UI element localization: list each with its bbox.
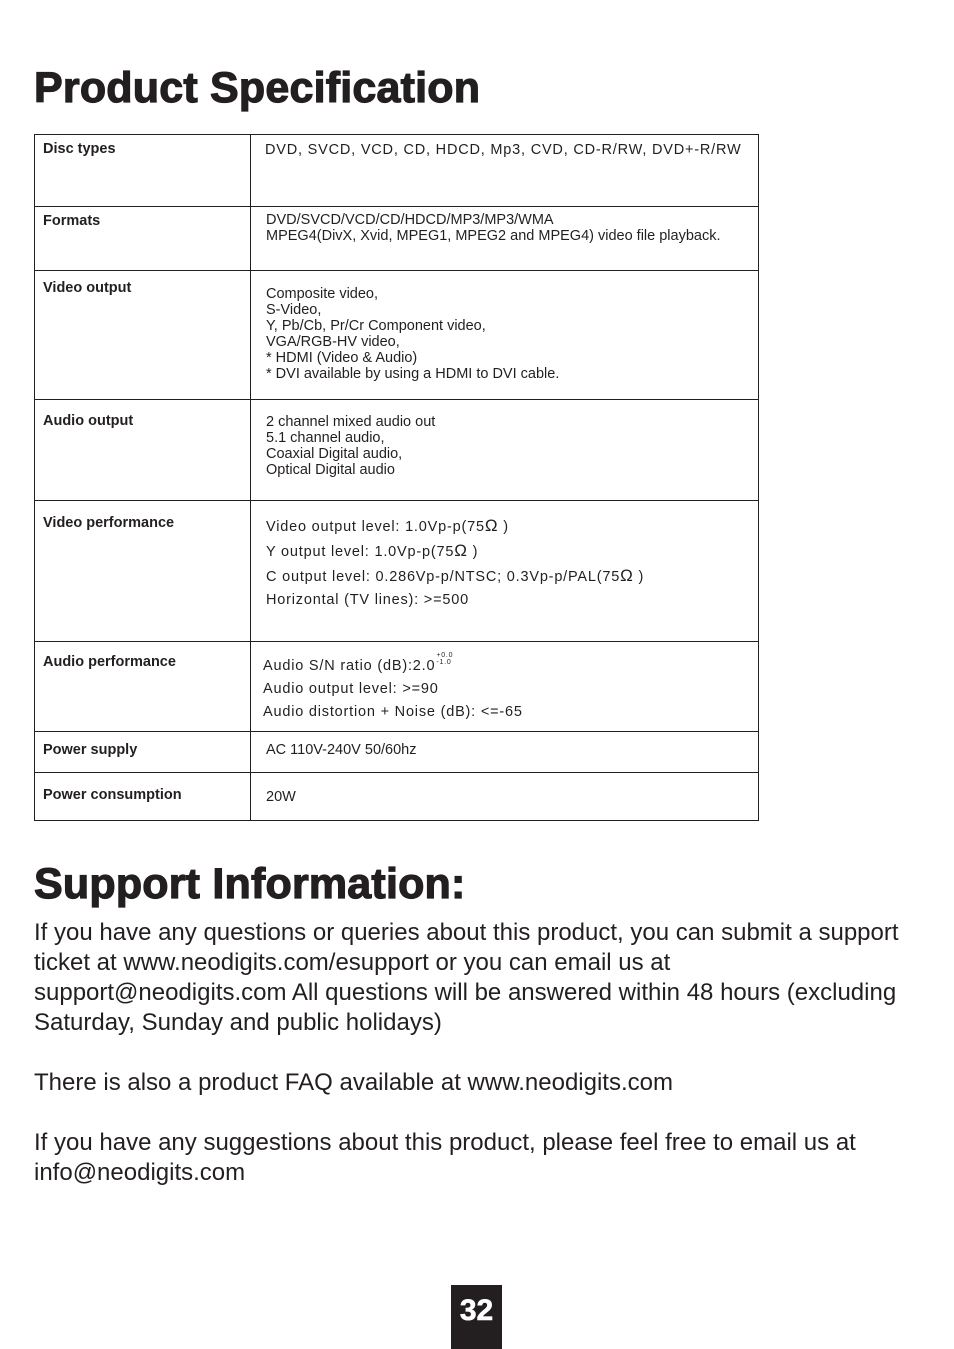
- spec-value-line: 2 channel mixed audio out: [266, 414, 436, 430]
- spec-label-text: Power supply: [43, 742, 138, 758]
- spec-value-line: [266, 539, 750, 564]
- close-paren: ): [638, 569, 645, 585]
- spec-value: [251, 271, 759, 400]
- tolerance-minus: -1.0: [436, 659, 452, 666]
- spec-value-line: MPEG4(DivX, Xvid, MPEG1, MPEG2 and MPEG4) video file playback.: [266, 228, 721, 244]
- spec-value: [251, 400, 759, 501]
- spec-row-video-output: [35, 271, 759, 400]
- spec-label-text: Formats: [43, 213, 101, 229]
- spec-value-line: [266, 514, 750, 539]
- spec-value: [251, 207, 759, 271]
- spec-label-text: Video performance: [43, 515, 175, 531]
- spec-value-line: AC 110V-240V 50/60hz: [266, 742, 417, 758]
- spec-value: [251, 732, 759, 773]
- spec-label: [35, 732, 251, 773]
- spec-value: [251, 135, 759, 207]
- spec-value-line: * HDMI (Video & Audio): [266, 350, 418, 366]
- spec-value-line: VGA/RGB-HV video,: [266, 334, 400, 350]
- close-paren: ): [472, 544, 479, 560]
- spec-value-line: Horizontal (TV lines): >=500: [266, 592, 469, 608]
- spec-row-audio-output: [35, 400, 759, 501]
- close-paren: ): [503, 519, 509, 535]
- spec-label-text: Video output: [43, 280, 132, 296]
- spec-row-formats: [35, 207, 759, 271]
- spec-value-text: Audio S/N ratio (dB):2.0: [263, 658, 436, 674]
- spec-label: [35, 207, 251, 271]
- spec-label-text: Audio performance: [43, 654, 176, 670]
- spec-row-disc-types: [35, 135, 759, 207]
- spec-label-text: Power consumption: [43, 787, 182, 803]
- spec-value-line: Composite video,: [266, 286, 379, 302]
- spec-row-power-supply: [35, 732, 759, 773]
- spec-value-line: Audio distortion + Noise (dB): <=-65: [263, 704, 523, 720]
- spec-value-line: DVD, SVCD, VCD, CD, HDCD, Mp3, CVD, CD-R/RW, DVD+-R/RW: [265, 142, 742, 158]
- spec-label: [35, 501, 251, 642]
- support-paragraph: If you have any questions or queries about this product, you can submit a support ticket at www.neodigits.com/esupport or you can email us at support@neodigits.com All questions will be answered within 48 hours (excluding Saturday, Sunday and public holidays): [34, 919, 899, 1036]
- spec-value-line: Coaxial Digital audio,: [266, 446, 403, 462]
- spec-row-video-performance: [35, 501, 759, 642]
- spec-value-line: DVD/SVCD/VCD/CD/HDCD/MP3/MP3/WMA: [266, 212, 554, 228]
- support-paragraph: If you have any suggestions about this product, please feel free to email us at info@neodigits.com: [34, 1129, 856, 1186]
- spec-label: [35, 642, 251, 732]
- tolerance-plus: +0.0: [436, 652, 454, 659]
- support-text: [34, 918, 924, 1188]
- page-title: Product Specification: [34, 64, 481, 112]
- spec-value-line: Y, Pb/Cb, Pr/Cr Component video,: [266, 318, 486, 334]
- spec-label-text: Disc types: [43, 141, 116, 157]
- spec-row-power-consumption: [35, 773, 759, 821]
- spec-value-line: * DVI available by using a HDMI to DVI cable.: [266, 366, 560, 382]
- spec-value-line: S-Video,: [266, 302, 322, 318]
- page-number: 32: [451, 1285, 502, 1349]
- spec-value-text: Y output level: 1.0Vp-p(75: [266, 544, 455, 560]
- spec-label: [35, 400, 251, 501]
- spec-value-line: Optical Digital audio: [266, 462, 395, 478]
- support-paragraph: There is also a product FAQ available at www.neodigits.com: [34, 1069, 673, 1096]
- spec-value-line: 5.1 channel audio,: [266, 430, 385, 446]
- tolerance: [436, 652, 453, 666]
- spec-label: [35, 135, 251, 207]
- support-title: Support Information:: [34, 860, 466, 908]
- spec-row-audio-performance: [35, 642, 759, 732]
- spec-value-text: C output level: 0.286Vp-p/NTSC; 0.3Vp-p/PAL(75: [266, 569, 621, 585]
- spec-value: [251, 773, 759, 821]
- spec-value-line: [263, 652, 750, 678]
- spec-value-line: Audio output level: >=90: [263, 681, 439, 697]
- ohm-symbol: Ω: [484, 516, 499, 535]
- spec-table: [34, 134, 759, 821]
- ohm-symbol: Ω: [620, 566, 634, 585]
- spec-label: [35, 773, 251, 821]
- spec-label-text: Audio output: [43, 413, 134, 429]
- spec-value-line: [266, 564, 750, 589]
- ohm-symbol: Ω: [454, 541, 468, 560]
- spec-value-line: 20W: [266, 789, 296, 805]
- spec-value: [251, 501, 759, 642]
- spec-label: [35, 271, 251, 400]
- spec-value: [251, 642, 759, 732]
- spec-value-text: Video output level: 1.0Vp-p(75: [266, 519, 485, 535]
